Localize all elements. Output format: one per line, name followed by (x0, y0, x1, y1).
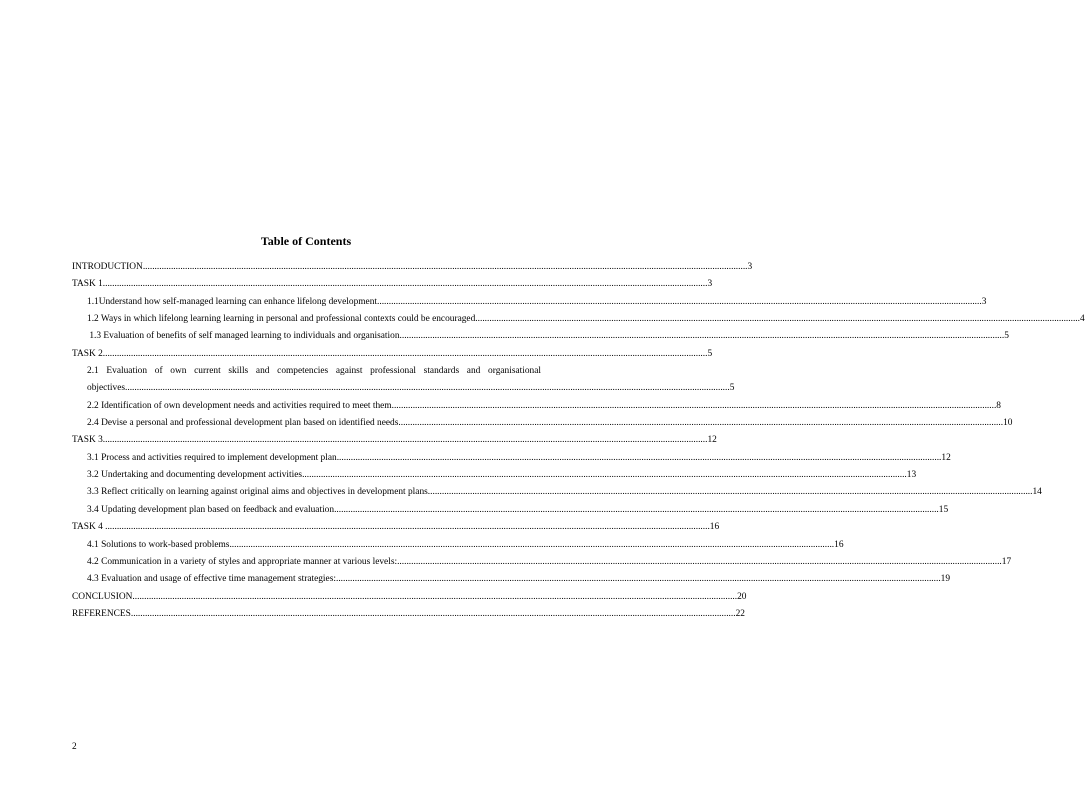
toc-entry-label: 3.1 Process and activities required to implement development plan (87, 452, 337, 463)
toc-page-number: 20 (737, 591, 747, 602)
toc-entry-task-2[interactable] (72, 346, 713, 363)
toc-entry-references[interactable] (72, 606, 745, 623)
toc-entry-3-1[interactable] (72, 450, 951, 467)
toc-entry-label: CONCLUSION (72, 591, 133, 602)
toc-dot-leader (131, 606, 736, 623)
toc-entry-1-2[interactable] (72, 311, 1085, 328)
toc-dot-leader (397, 554, 1002, 571)
toc-page-number: 19 (940, 574, 951, 585)
toc-entry-label: REFERENCES (72, 608, 131, 619)
toc-entry-3-2[interactable] (72, 467, 917, 484)
toc-entry-label: 3.4 Updating development plan based on feedback and evaluation (87, 504, 335, 515)
toc-entry-2-1[interactable] (72, 363, 735, 398)
toc-page-number: 16 (834, 539, 844, 550)
toc-page-number: 13 (906, 470, 917, 481)
toc-dot-leader (398, 415, 1003, 432)
toc-dot-leader (334, 502, 939, 519)
toc-entry-label: 3.3 Reflect critically on learning against original aims and objectives in development plans (87, 487, 428, 498)
toc-page-number: 4 (1079, 314, 1085, 325)
toc-dot-leader (125, 380, 730, 397)
toc-page-number: 3 (747, 262, 753, 272)
toc-entry-label: 3.2 Undertaking and documenting development activities (87, 470, 303, 481)
toc-dot-leader (103, 432, 708, 449)
toc-page-number: 3 (981, 296, 987, 307)
toc-dot-leader (302, 467, 907, 484)
toc-dot-leader (132, 589, 737, 606)
toc-entry-label: TASK 3 (72, 435, 103, 446)
toc-page-number: 12 (707, 435, 717, 446)
toc-entry-label: TASK 2 (72, 348, 103, 359)
toc-title: Table of Contents (260, 234, 352, 248)
toc-page-number: 5 (1004, 331, 1009, 342)
toc-entry-3-3[interactable] (72, 484, 1042, 501)
toc-entry-label: TASK 4 (72, 522, 106, 533)
toc-entry-4-1[interactable] (72, 537, 844, 554)
toc-dot-leader (105, 519, 710, 536)
toc-page-number: 3 (707, 279, 713, 290)
toc-entry-label: 4.1 Solutions to work-based problems (87, 539, 230, 550)
toc-entry-label: 2.2 Identification of own development needs and activities required to meet them (87, 400, 392, 411)
toc-dot-leader (400, 328, 1005, 345)
toc-page-number: 14 (1032, 487, 1042, 498)
toc-entry-label-line-1: 2.1 Evaluation of own current skills and competencies against professional standards and organisational (87, 366, 541, 377)
toc-entry-label: 4.2 Communication in a variety of styles and appropriate manner at various levels: (87, 556, 398, 567)
toc-entry-label: 2.4 Devise a personal and professional development plan based on identified needs (87, 418, 399, 429)
toc-entry-label: TASK 1 (72, 279, 103, 290)
toc-page-number: 17 (1001, 556, 1012, 567)
toc-entry-label: 1.1Understand how self-managed learning can enhance lifelong development (87, 296, 377, 307)
toc-entry-3-4[interactable] (72, 502, 949, 519)
toc-entry-label: 4.3 Evaluation and usage of effective time management strategies: (87, 574, 336, 585)
toc-entry-task-4[interactable] (72, 519, 720, 536)
toc-page-number: 15 (938, 504, 949, 515)
toc-entry-task-3[interactable] (72, 432, 717, 449)
page-number: 2 (72, 742, 77, 752)
table-of-contents (72, 259, 1085, 623)
toc-entry-1-1[interactable] (72, 294, 987, 311)
toc-entry-2-2[interactable] (72, 398, 1001, 415)
toc-page-number: 8 (996, 400, 1001, 411)
toc-entry-label: 1.3 Evaluation of benefits of self managed learning to individuals and organisation (87, 331, 400, 342)
toc-dot-leader (143, 259, 748, 276)
toc-entry-task-1[interactable] (72, 276, 713, 293)
toc-page-number: 16 (709, 522, 720, 533)
toc-dot-leader (103, 276, 708, 293)
toc-page-number: 22 (735, 608, 745, 619)
toc-dot-leader (428, 484, 1033, 501)
toc-entry-introduction[interactable] (72, 259, 753, 276)
toc-page-number: 5 (729, 383, 735, 394)
toc-dot-leader (336, 571, 941, 588)
toc-page-number: 12 (941, 452, 951, 463)
toc-entry-1-3[interactable] (72, 328, 1009, 345)
toc-entry-conclusion[interactable] (72, 589, 747, 606)
toc-page-number: 10 (1003, 418, 1013, 429)
toc-dot-leader (475, 311, 1080, 328)
toc-entry-label: INTRODUCTION (72, 262, 143, 272)
toc-entry-4-3[interactable] (72, 571, 951, 588)
toc-dot-leader (377, 294, 982, 311)
toc-dot-leader (103, 346, 708, 363)
toc-entry-4-2[interactable] (72, 554, 1012, 571)
toc-page-number: 5 (707, 348, 713, 359)
toc-dot-leader (337, 450, 942, 467)
toc-entry-label: 1.2 Ways in which lifelong learning learning in personal and professional contexts could be encouraged (87, 314, 476, 325)
toc-dot-leader (229, 537, 834, 554)
toc-dot-leader (392, 398, 997, 415)
toc-entry-2-4[interactable] (72, 415, 1013, 432)
toc-entry-label-line-2: objectives (87, 383, 126, 394)
